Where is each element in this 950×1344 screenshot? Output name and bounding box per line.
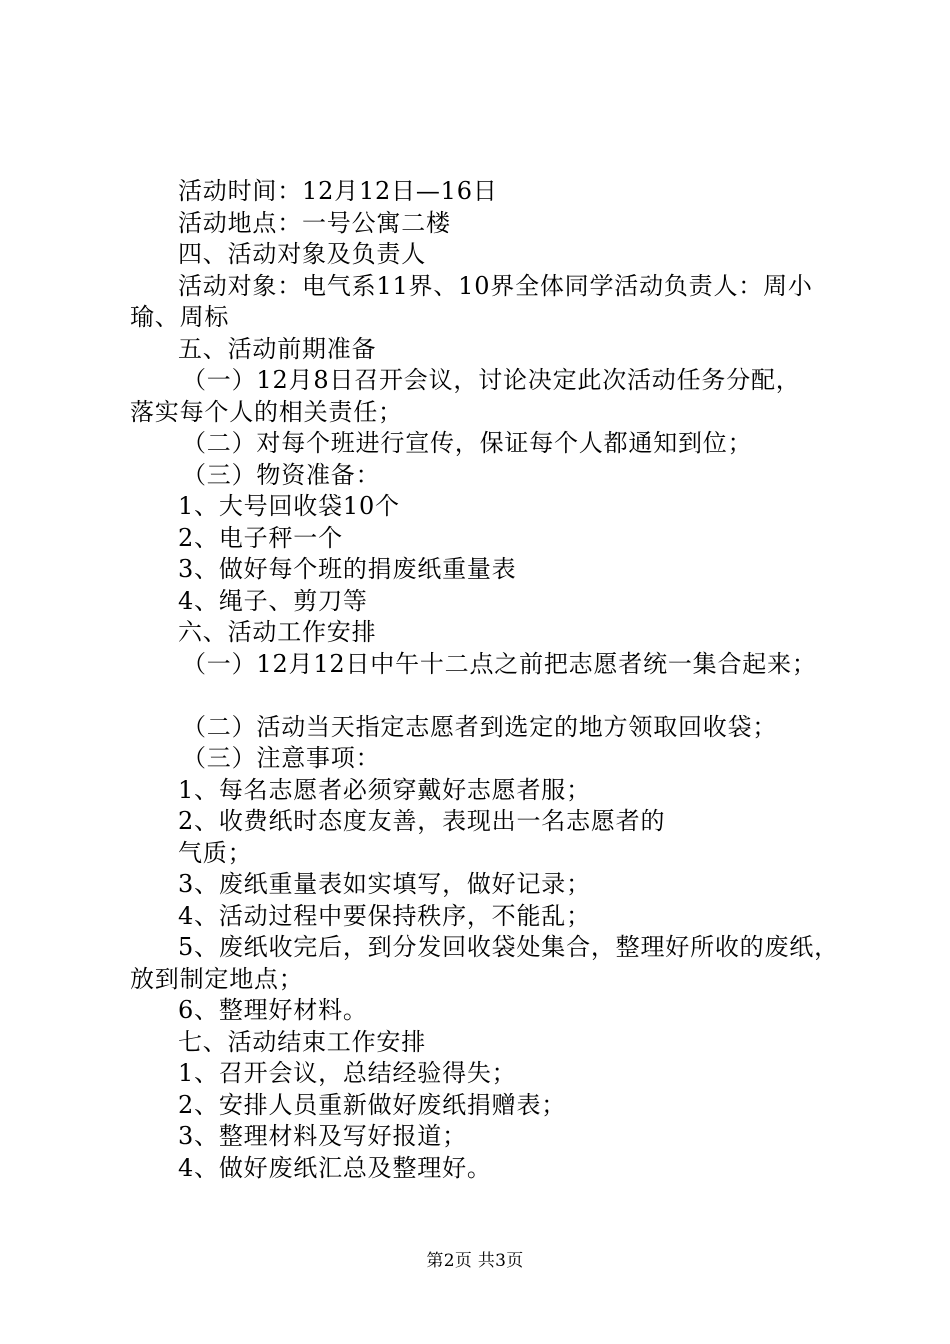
- page-number: 第2页 共3页: [426, 1251, 524, 1271]
- text-line: 活动地点：一号公寓二楼: [178, 208, 451, 237]
- text-line: （三）物资准备：: [182, 460, 381, 489]
- list-item: 1、大号回收袋10个: [178, 492, 400, 520]
- text-line: 放到制定地点；: [130, 964, 304, 993]
- list-item: 5、废纸收完后，到分发回收袋处集合，整理好所收的废纸，: [178, 933, 839, 961]
- list-item: 3、整理材料及写好报道；: [178, 1122, 467, 1150]
- list-item: 4、做好废纸汇总及整理好。: [178, 1153, 492, 1182]
- list-item: 1、召开会议，总结经验得失；: [178, 1059, 517, 1087]
- document-body: [130, 176, 850, 1184]
- list-item: 4、活动过程中要保持秩序，不能乱；: [178, 901, 591, 930]
- list-item: 2、电子秤一个: [178, 523, 343, 552]
- section-heading: 五、活动前期准备: [178, 334, 377, 363]
- list-item: 4、绳子、剪刀等: [178, 586, 368, 615]
- text-line: 瑜、周标: [130, 303, 230, 331]
- list-item: 6、整理好材料。: [178, 996, 368, 1024]
- section-heading: 四、活动对象及负责人: [178, 240, 426, 268]
- text-line: 落实每个人的相关责任；: [130, 397, 403, 426]
- blank-line: [130, 680, 850, 712]
- text-line: 活动时间：12月12日—16日: [178, 177, 498, 205]
- text-line: （一）12月12日中午十二点之前把志愿者统一集合起来；: [182, 649, 817, 678]
- list-item: 3、废纸重量表如实填写，做好记录；: [178, 870, 591, 898]
- text-line: （三）注意事项：: [182, 744, 381, 772]
- text-line: （一）12月8日召开会议，讨论决定此次活动任务分配，: [182, 366, 801, 394]
- list-item: 1、每名志愿者必须穿戴好志愿者服；: [178, 775, 591, 804]
- text-line: （二）对每个班进行宣传，保证每个人都通知到位；: [182, 429, 753, 457]
- list-item: 2、安排人员重新做好废纸捐赠表；: [178, 1090, 567, 1119]
- text-line: （二）活动当天指定志愿者到选定的地方领取回收袋；: [182, 712, 778, 741]
- text-line: 活动对象：电气系11界、10界全体同学活动负责人：周小: [178, 271, 813, 300]
- text-line: 气质；: [178, 838, 253, 867]
- list-item: 2、收费纸时态度友善，表现出一名志愿者的: [178, 807, 666, 835]
- section-heading: 七、活动结束工作安排: [178, 1027, 426, 1056]
- list-item: 3、做好每个班的捐废纸重量表: [178, 555, 517, 583]
- section-heading: 六、活动工作安排: [178, 618, 377, 646]
